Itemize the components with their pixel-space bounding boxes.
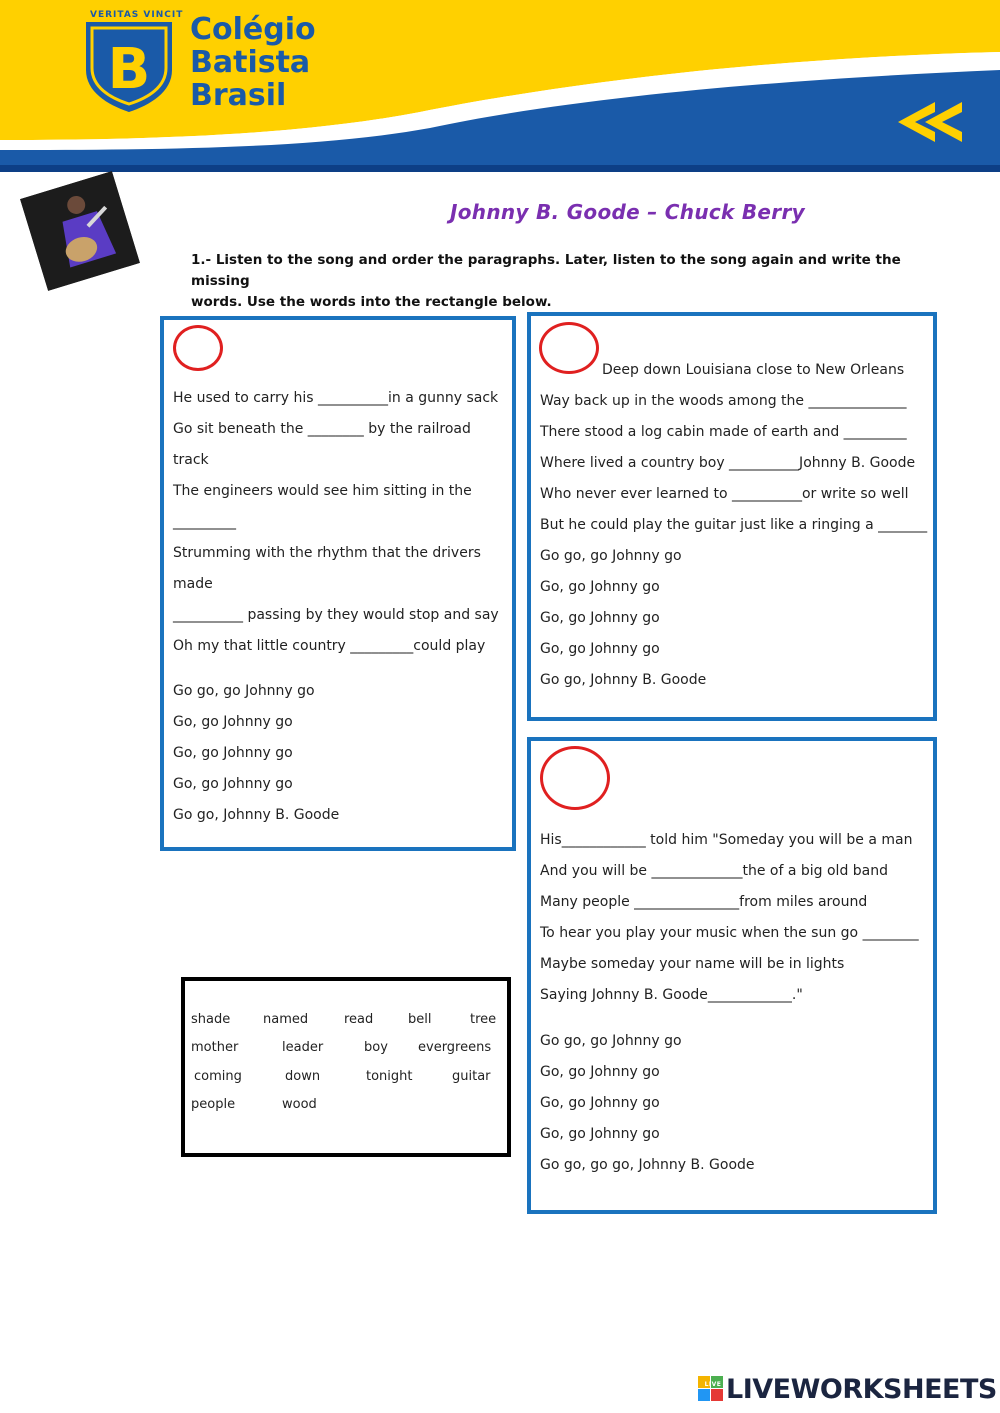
lyric-line: made [173,576,213,592]
chorus-line: Go go, go Johnny go [540,548,682,564]
lyric-line: To hear you play your music when the sun go ________ [540,925,919,941]
lyric-line: Who never ever learned to __________or write so well [540,486,909,502]
lyric-line: But he could play the guitar just like a ringing a _______ [540,517,928,533]
page-title: Johnny B. Goode – Chuck Berry [450,200,805,224]
lyric-line: He used to carry his __________in a gunny sack [173,390,499,406]
chorus-line: Go, go Johnny go [173,776,293,792]
lyric-line: Strumming with the rhythm that the drivers [173,545,481,561]
chorus-line: Go, go Johnny go [173,745,293,761]
svg-text:B: B [107,37,151,102]
school-name-line-2: Batista [190,45,311,80]
chorus-line: Go, go Johnny go [540,610,660,626]
word-bank-item: named [263,1012,309,1027]
lyric-line: Saying Johnny B. Goode____________." [540,987,803,1003]
school-motto: VERITAS VINCIT [90,10,184,20]
lyric-line: track [173,452,209,468]
lyric-line: Go sit beneath the ________ by the railroad [173,421,471,437]
word-bank-item: read [344,1012,374,1027]
school-name-line-3: Brasil [190,78,287,113]
word-bank-item: tree [470,1012,497,1027]
lyric-line: His____________ told him "Someday you will be a man [540,832,913,848]
lyric-line: Where lived a country boy __________Johnny B. Goode [540,455,916,471]
chorus-line: Go go, go Johnny go [540,1033,682,1049]
word-bank-item: bell [408,1012,432,1027]
word-bank-item: guitar [452,1069,491,1084]
instructions [191,250,911,313]
chorus-line: Go, go Johnny go [540,641,660,657]
liveworksheets-brand[interactable]: LIVEWORKSHEETS [726,1374,997,1405]
chorus-line: Go go, go Johnny go [173,683,315,699]
lyric-line: Deep down Louisiana close to New Orleans [602,362,905,378]
lyric-line: Maybe someday your name will be in lights [540,956,845,972]
header-banner [0,0,1000,172]
lyric-line: There stood a log cabin made of earth and _________ [540,424,907,440]
chorus-line: Go, go Johnny go [173,714,293,730]
word-bank-item: shade [191,1012,231,1027]
order-number-circle-right-top[interactable] [539,322,599,374]
chorus-line: Go go, Johnny B. Goode [173,807,340,823]
word-bank-item: people [191,1097,236,1112]
instructions-line-1: 1.- Listen to the song and order the paragraphs. Later, listen to the song again and write the missing [191,252,901,289]
double-chevron-left-icon[interactable] [894,100,966,146]
chorus-line: Go go, go go, Johnny B. Goode [540,1157,755,1173]
school-name-line-1: Colégio [190,12,316,47]
school-header [0,0,1000,172]
word-bank-item: leader [282,1040,324,1055]
lyric-line: And you will be _____________the of a big old band [540,863,889,879]
word-bank-item: tonight [366,1069,413,1084]
lyric-line: __________ passing by they would stop and say [173,607,499,623]
chuck-berry-photo [20,171,140,291]
word-bank-item: coming [194,1069,242,1084]
order-number-circle-right-bottom[interactable] [540,746,610,810]
word-bank-item: wood [282,1097,317,1112]
lyric-line: Oh my that little country _________could play [173,638,486,654]
word-bank-item: down [285,1069,321,1084]
chorus-line: Go, go Johnny go [540,1095,660,1111]
chorus-line: Go, go Johnny go [540,1126,660,1142]
order-number-circle-left[interactable] [173,325,223,371]
word-bank-item: evergreens [418,1040,492,1055]
lyric-line: Many people _______________from miles around [540,894,868,910]
instructions-line-2: words. Use the words into the rectangle below. [191,294,552,310]
paragraph-box-right-bottom [527,737,937,1214]
lyric-line: The engineers would see him sitting in the [173,483,472,499]
lyric-line: _________ [173,514,236,530]
chorus-line: Go go, Johnny B. Goode [540,672,707,688]
word-bank-item: mother [191,1040,239,1055]
word-bank [181,977,511,1157]
chorus-line: Go, go Johnny go [540,579,660,595]
chorus-line: Go, go Johnny go [540,1064,660,1080]
liveworksheets-logo-letters: LIVE [704,1381,722,1388]
word-bank-item: boy [364,1040,388,1055]
lyric-line: Way back up in the woods among the ______________ [540,393,907,409]
